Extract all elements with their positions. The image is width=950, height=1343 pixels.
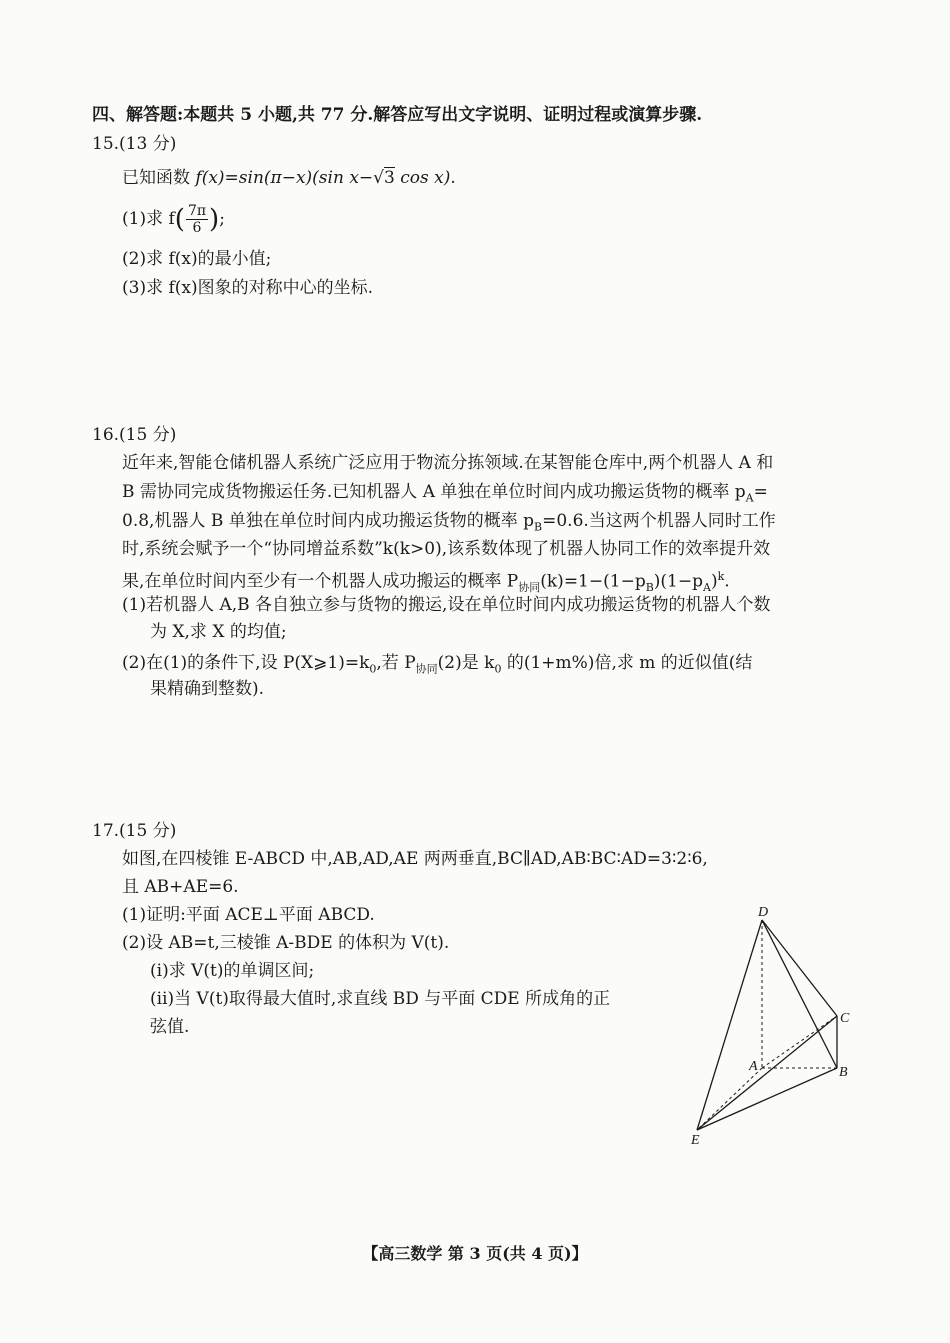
q15-number: 15.(13 分) xyxy=(92,134,177,154)
q16-part2-line1 xyxy=(122,652,752,680)
q16-part2-sub0: 0 xyxy=(369,662,377,676)
label-B: B xyxy=(839,1065,848,1080)
q15-part1-suffix: ; xyxy=(219,209,225,229)
q17-part1: (1)证明:平面 ACE⊥平面 ABCD. xyxy=(122,905,375,925)
q16-part2-sub1: 协同 xyxy=(415,662,438,676)
q16-line5-c: )(1−p xyxy=(653,571,704,592)
q16-line2 xyxy=(122,481,768,509)
q16-part1-line1: (1)若机器人 A,B 各自独立参与货物的搬运,设在单位时间内成功搬运货物的机器人个数 xyxy=(122,595,771,615)
label-E: E xyxy=(691,1133,700,1148)
label-C: C xyxy=(840,1011,850,1026)
label-D: D xyxy=(758,905,769,920)
q16-line2-sub: A xyxy=(745,491,754,505)
page-footer: 【高三数学 第 3 页(共 4 页)】 xyxy=(362,1244,588,1263)
q16-line3-a: 0.8,机器人 B 单独在单位时间内成功搬运货物的概率 p xyxy=(122,511,535,531)
q17-part2-ii-line1: (ⅱ)当 V(t)取得最大值时,求直线 BD 与平面 CDE 所成角的正 xyxy=(150,989,611,1009)
q15-part1 xyxy=(122,203,225,236)
q17-part2-ii-line2: 弦值. xyxy=(150,1017,190,1037)
q16-line2-a: B 需协同完成货物搬运任务.已知机器人 A 单独在单位时间内成功搬运货物的概率 p xyxy=(122,482,746,502)
q16-line4: 时,系统会赋予一个“协同增益系数”k(k>0),该系数体现了机器人协同工作的效率提升效 xyxy=(122,539,771,559)
q16-part2-a: (2)在(1)的条件下,设 P(X⩾1)=k xyxy=(122,653,370,673)
q16-line3-sub: B xyxy=(534,520,543,534)
q16-line5-sup: k xyxy=(717,570,725,583)
right-paren: ) xyxy=(209,204,220,235)
q15-stem-prefix: 已知函数 xyxy=(122,168,190,188)
q16-part2-c: (2)是 k xyxy=(437,653,495,673)
q15-part2: (2)求 f(x)的最小值; xyxy=(122,249,272,269)
q17-part2: (2)设 AB=t,三棱锥 A-BDE 的体积为 V(t). xyxy=(122,933,450,953)
q17-number: 17.(15 分) xyxy=(92,821,177,841)
edge-EC xyxy=(697,1016,837,1130)
edge-EB xyxy=(697,1068,837,1130)
q15-stem-func: f(x)=sin(π−x)(sin x− xyxy=(195,168,374,188)
q17-line1: 如图,在四棱锥 E-ABCD 中,AB,AD,AE 两两垂直,BC∥AD,AB∶BC∶AD=3∶2∶6, xyxy=(122,849,708,869)
edge-AC-hidden xyxy=(762,1016,837,1068)
q16-line5-sub3: A xyxy=(703,581,711,595)
q15-part1-numerator: 7π xyxy=(187,203,207,219)
pyramid-figure xyxy=(685,898,865,1148)
left-paren: ( xyxy=(174,204,185,235)
q16-line5-sub2: B xyxy=(645,581,654,595)
q16-line3-b: =0.6.当这两个机器人同时工作 xyxy=(542,511,776,531)
q16-part2-d: 的(1+m%)倍,求 m 的近似值(结 xyxy=(501,653,753,673)
q16-line5-b: (k)=1−(1−p xyxy=(540,571,646,592)
q16-part2-line2: 果精确到整数). xyxy=(150,679,265,699)
q16-line2-b: = xyxy=(753,482,768,502)
q16-line5-a: 果,在单位时间内至少有一个机器人成功搬运的概率 P xyxy=(122,571,519,592)
sqrt-symbol: √ xyxy=(373,168,384,188)
q17-line2: 且 AB+AE=6. xyxy=(122,877,239,897)
q16-line5-d: ) xyxy=(710,571,718,592)
q16-number: 16.(15 分) xyxy=(92,425,177,445)
q15-part1-fraction xyxy=(186,203,208,236)
q16-part1-line2: 为 X,求 X 的均值; xyxy=(150,622,287,642)
q15-part1-prefix: (1)求 f xyxy=(122,209,175,229)
q16-part2-sub2: 0 xyxy=(494,662,502,676)
q15-stem-suffix: cos x). xyxy=(400,168,456,188)
q15-stem-sqrt: 3 xyxy=(384,168,395,188)
label-A: A xyxy=(749,1059,758,1074)
q16-line1: 近年来,智能仓储机器人系统广泛应用于物流分拣领域.在某智能仓库中,两个机器人 A 和 xyxy=(122,453,774,473)
q16-part2-b: ,若 P xyxy=(376,653,416,673)
q16-line3 xyxy=(122,510,776,538)
edge-DC xyxy=(762,920,837,1016)
q15-part3: (3)求 f(x)图象的对称中心的坐标. xyxy=(122,278,374,298)
q15-part1-denominator: 6 xyxy=(192,220,202,236)
q17-part2-i: (ⅰ)求 V(t)的单调区间; xyxy=(150,961,315,981)
section-header: 四、解答题:本题共 5 小题,共 77 分.解答应写出文字说明、证明过程或演算步骤. xyxy=(92,105,703,125)
q15-stem xyxy=(122,167,456,189)
q16-line5-e: . xyxy=(724,571,730,592)
q16-line5-sub1: 协同 xyxy=(518,581,541,595)
